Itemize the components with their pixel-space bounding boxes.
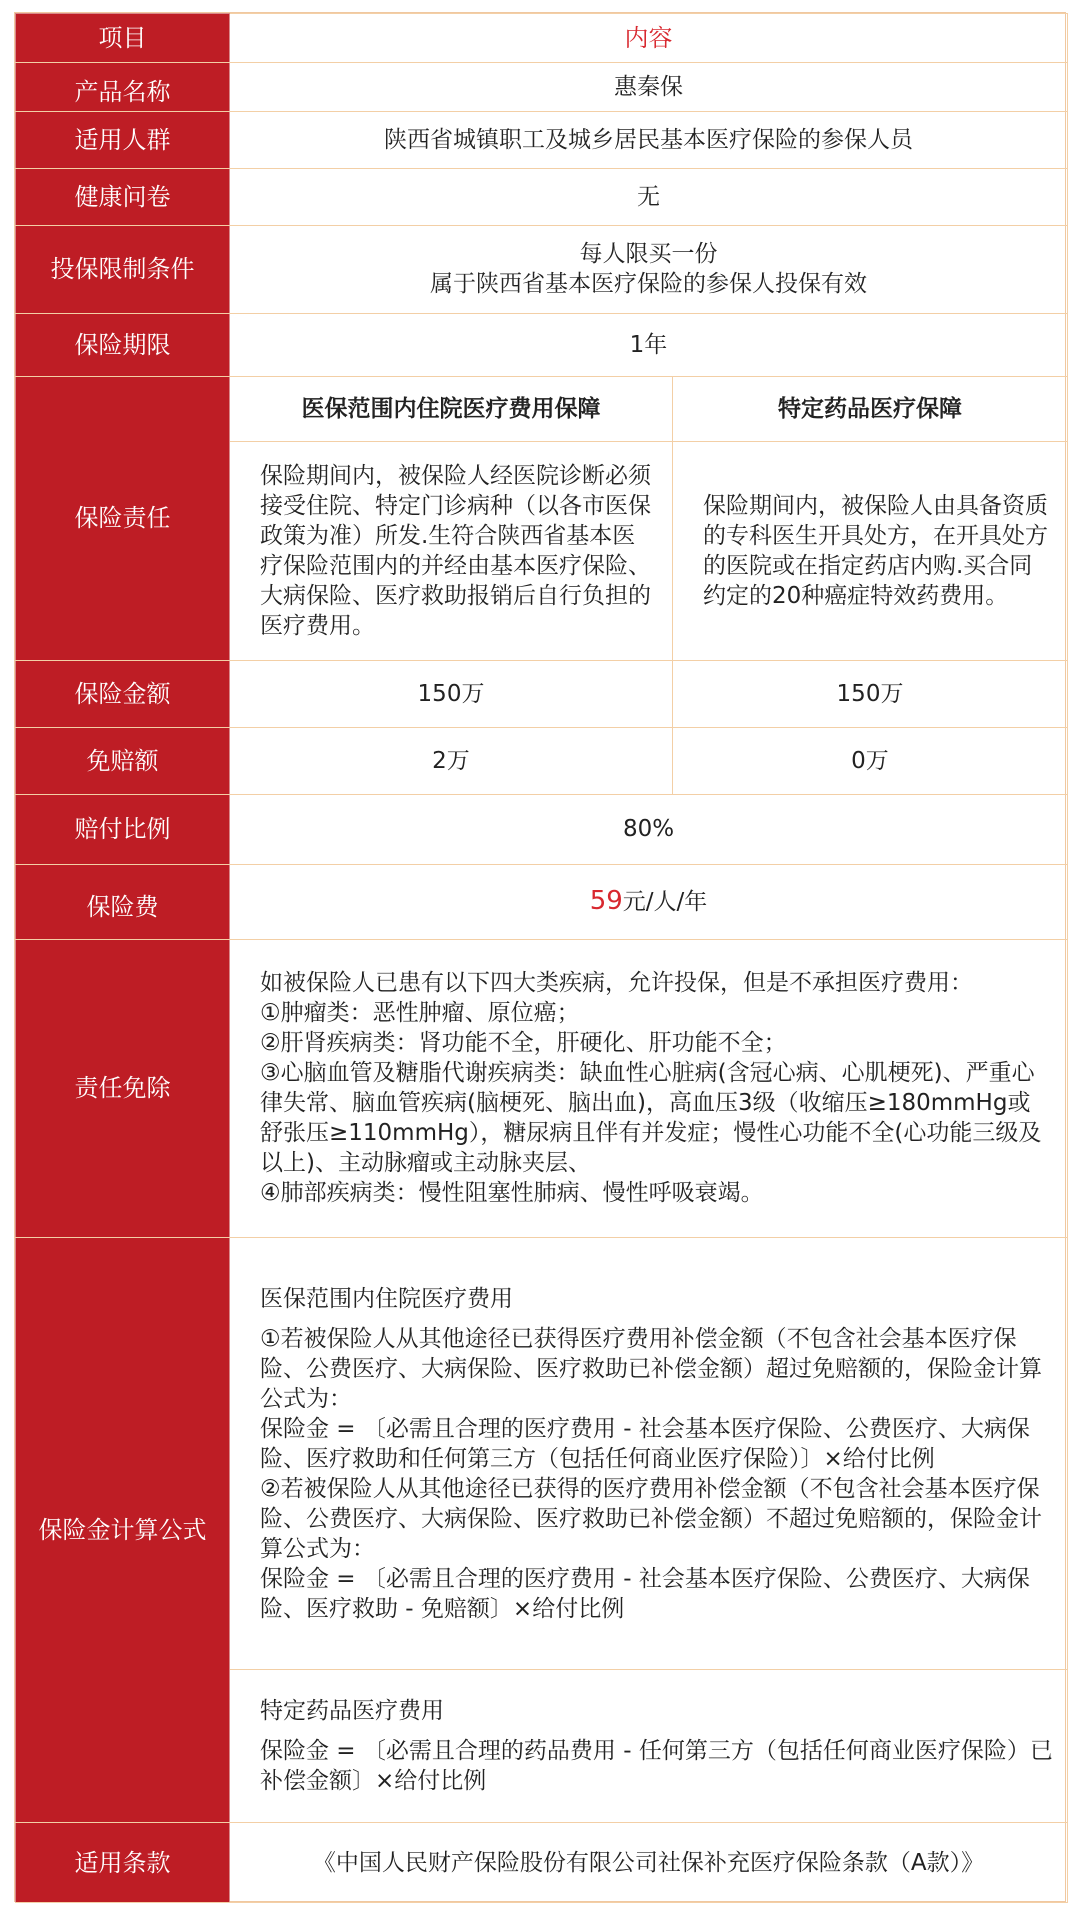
- exclusion-item-4: ④肺部疾病类：慢性阻塞性肺病、慢性呼吸衰竭。: [260, 1180, 764, 1207]
- clauses-label: 适用条款: [16, 1823, 230, 1903]
- formula-part1-title: 医保范围内住院医疗费用: [260, 1285, 513, 1312]
- row-purchase-conditions: [16, 226, 1068, 314]
- formula-part1: [230, 1237, 1068, 1669]
- header-content: 内容: [230, 14, 1068, 63]
- exclusions-intro: 如被保险人已患有以下四大类疾病，允许投保，但是不承担医疗费用：: [260, 970, 973, 997]
- target-group-label: 适用人群: [16, 111, 230, 168]
- formula-part2: [230, 1670, 1068, 1823]
- exclusions-content: [230, 940, 1068, 1238]
- row-health-questionnaire: [16, 169, 1068, 226]
- formula-part1-p3: ②若被保险人从其他途径已获得的医疗费用补偿金额（不包含社会基本医疗保险、公费医疗、大病保险、医疗救助已补偿金额）不超过免赔额的，保险金计算公式为：: [260, 1475, 1042, 1562]
- deductible-b: 0万: [673, 727, 1068, 794]
- liability-col-b-title: 特定药品医疗保障: [673, 377, 1068, 442]
- clauses-value: 《中国人民财产保险股份有限公司社保补充医疗保险条款（A款）》: [230, 1823, 1068, 1903]
- row-clauses: [16, 1823, 1068, 1903]
- formula-label: 保险金计算公式: [16, 1237, 230, 1822]
- purchase-conditions-label: 投保限制条件: [16, 226, 230, 314]
- row-liability-subheads: [16, 377, 1068, 442]
- formula-part2-title: 特定药品医疗费用: [260, 1698, 444, 1725]
- row-period: [16, 313, 1068, 376]
- row-exclusions: [16, 940, 1068, 1238]
- sum-insured-a: 150万: [230, 660, 673, 727]
- sum-insured-label: 保险金额: [16, 660, 230, 727]
- health-questionnaire-label: 健康问卷: [16, 169, 230, 226]
- period-label: 保险期限: [16, 313, 230, 376]
- premium-value: [230, 864, 1068, 939]
- formula-part2-p1: 保险金 = 〔必需且合理的药品费用 - 任何第三方（包括任何商业医疗保险）已补偿金额〕×给付比例: [260, 1738, 1053, 1795]
- liability-col-b-text: 保险期间内，被保险人由具备资质的专科医生开具处方，在开具处方的医院或在指定药店内购.买合同约定的20种癌症特效药费用。: [673, 442, 1068, 660]
- insurance-info-table: [15, 13, 1068, 1903]
- purchase-condition-line-2: 属于陕西省基本医疗保险的参保人投保有效: [430, 271, 867, 298]
- formula-part1-p2: 保险金 = 〔必需且合理的医疗费用 - 社会基本医疗保险、公费医疗、大病保险、医疗救助和任何第三方（包括任何商业医疗保险）〕×给付比例: [260, 1415, 1030, 1472]
- formula-part1-p1: ①若被保险人从其他途径已获得医疗费用补偿金额（不包含社会基本医疗保险、公费医疗、大病保险、医疗救助已补偿金额）超过免赔额的，保险金计算公式为：: [260, 1325, 1042, 1412]
- purchase-conditions-value: [230, 226, 1068, 314]
- header-row: [16, 14, 1068, 63]
- period-value: 1年: [230, 313, 1068, 376]
- target-group-value: 陕西省城镇职工及城乡居民基本医疗保险的参保人员: [230, 111, 1068, 168]
- row-formula-part1: [16, 1237, 1068, 1669]
- deductible-a: 2万: [230, 727, 673, 794]
- premium-amount: 59: [589, 886, 623, 917]
- row-product-name: [16, 62, 1068, 111]
- header-label: 项目: [16, 14, 230, 63]
- purchase-condition-line-1: 每人限买一份: [579, 241, 718, 268]
- row-deductible: [16, 727, 1068, 794]
- product-name-value: 惠秦保: [230, 62, 1068, 111]
- exclusions-label: 责任免除: [16, 940, 230, 1238]
- health-questionnaire-value: 无: [230, 169, 1068, 226]
- row-sum-insured: [16, 660, 1068, 727]
- sum-insured-b: 150万: [673, 660, 1068, 727]
- premium-unit: 元/人/年: [622, 889, 708, 916]
- premium-label: 保险费: [16, 864, 230, 939]
- insurance-info-table-frame: [14, 12, 1066, 1902]
- formula-part1-p4: 保险金 = 〔必需且合理的医疗费用 - 社会基本医疗保险、公费医疗、大病保险、医疗救助 - 免赔额〕×给付比例: [260, 1565, 1030, 1622]
- row-target-group: [16, 111, 1068, 168]
- product-name-label: 产品名称: [16, 62, 230, 111]
- deductible-label: 免赔额: [16, 727, 230, 794]
- liability-col-a-text: 保险期间内，被保险人经医院诊断必须接受住院、特定门诊病种（以各市医保政策为准）所发.生符合陕西省基本医疗保险范围内的并经由基本医疗保险、大病保险、医疗救助报销后自行负担的医疗费用。: [230, 442, 673, 660]
- exclusion-item-2: ②肝肾疾病类：肾功能不全，肝硬化、肝功能不全；: [260, 1030, 787, 1057]
- liability-col-a-title: 医保范围内住院医疗费用保障: [230, 377, 673, 442]
- row-premium: [16, 864, 1068, 939]
- row-ratio: [16, 795, 1068, 864]
- liability-label: 保险责任: [16, 377, 230, 661]
- ratio-label: 赔付比例: [16, 795, 230, 864]
- exclusion-item-3: ③心脑血管及糖脂代谢疾病类：缺血性心脏病(含冠心病、心肌梗死)、严重心律失常、脑血管疾病(脑梗死、脑出血)，高血压3级（收缩压≥180mmHg或舒张压≥110mmHg），糖尿病且伴有并发症；慢性心功能不全(心功能三级及以上)、主动脉瘤或主动脉夹层、: [260, 1060, 1042, 1177]
- ratio-value: 80%: [230, 795, 1068, 864]
- exclusion-item-1: ①肿瘤类：恶性肿瘤、原位癌；: [260, 1000, 580, 1027]
